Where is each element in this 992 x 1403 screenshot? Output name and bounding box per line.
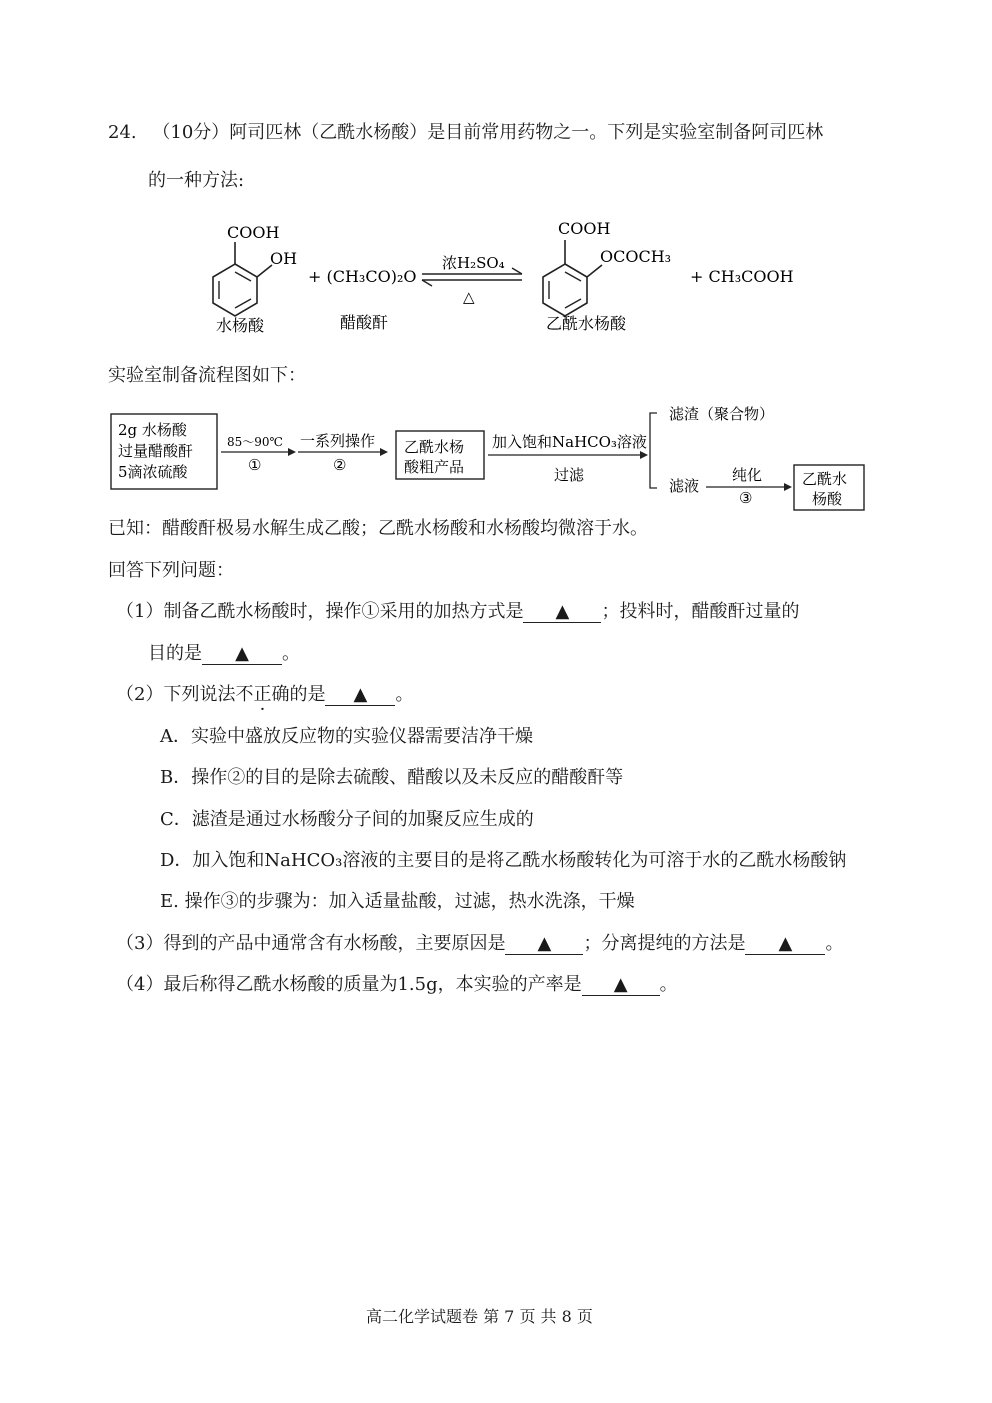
- q3-text-b: ；分离提纯的方法是: [583, 933, 746, 954]
- q2-emphasis: 不正确: [235, 684, 290, 705]
- product1-cooh: COOH: [558, 219, 611, 238]
- crude-line-1: 乙酰水杨: [404, 438, 465, 456]
- catalyst-label: 浓H₂SO₄: [442, 254, 505, 272]
- question-4-line: [116, 973, 678, 997]
- question-intro-line1: 阿司匹林（乙酰水杨酸）是目前常用药物之一。下列是实验室制备阿司匹林: [229, 122, 824, 143]
- q2-blank[interactable]: ▲: [325, 685, 395, 706]
- arrowhead-step1: [288, 448, 296, 456]
- step3-reagent: 加入饱和NaHCO₃溶液: [492, 433, 647, 451]
- step4-label: 纯化: [732, 466, 763, 484]
- question-2-line: [116, 683, 413, 707]
- q1-text-a: （1）制备乙酰水杨酸时，操作①采用的加热方式是: [116, 601, 524, 622]
- q2-option-b: B．操作②的目的是除去硫酸、醋酸以及未反应的醋酸酐等: [160, 767, 624, 788]
- reaction-equation: [190, 212, 810, 342]
- question-1-line1: [116, 600, 799, 624]
- q3-blank-reason[interactable]: ▲: [505, 934, 583, 955]
- q3-text-c: 。: [825, 933, 844, 954]
- step2-number: ②: [333, 456, 347, 474]
- salicylic-acid-structure: [213, 223, 297, 316]
- q1-text-b: ；投料时，醋酸酐过量的: [601, 601, 800, 622]
- q2-text-b: 的是: [289, 684, 326, 705]
- split-bracket: [650, 413, 657, 488]
- q4-text-b: 。: [659, 974, 678, 995]
- q3-blank-method[interactable]: ▲: [745, 934, 825, 955]
- q4-blank-yield[interactable]: ▲: [582, 975, 660, 996]
- question-1-line2: [148, 642, 300, 666]
- q1-blank-heating[interactable]: ▲: [523, 602, 601, 623]
- filtrate-label: 滤液: [669, 477, 700, 495]
- arrowhead-step2: [380, 448, 388, 456]
- q2-text-a: （2）下列说法: [116, 684, 236, 705]
- known-info: 已知：醋酸酐极易水解生成乙酸；乙酰水杨酸和水杨酸均微溶于水。: [108, 518, 648, 539]
- q2-option-c: C．滤渣是通过水杨酸分子间的加聚反应生成的: [160, 809, 534, 830]
- start-line-3: 5滴浓硫酸: [118, 463, 188, 481]
- step1-number: ①: [248, 456, 262, 474]
- question-number: 24.: [108, 122, 137, 143]
- start-line-2: 过量醋酸酐: [118, 442, 194, 460]
- crude-line-2: 酸粗产品: [404, 458, 465, 476]
- reactant1-name: 水杨酸: [216, 316, 265, 335]
- step4-number: ③: [739, 489, 753, 507]
- step1-condition: 85～90℃: [227, 435, 283, 449]
- final-line-1: 乙酰水: [802, 470, 848, 488]
- q2-option-d: D．加入饱和NaHCO₃溶液的主要目的是将乙酰水杨酸转化为可溶于水的乙酰水杨酸钠: [160, 850, 847, 871]
- reactant1-cooh: COOH: [227, 223, 280, 242]
- question-header: [108, 121, 823, 145]
- q1-text-c: 目的是: [148, 643, 202, 664]
- answer-prompt: 回答下列问题：: [108, 560, 234, 581]
- acetylsalicylic-acid-structure: [543, 219, 671, 316]
- start-line-1: 2g 水杨酸: [118, 421, 187, 439]
- page-footer: 高二化学试题卷 第 7 页 共 8 页: [366, 1307, 593, 1326]
- q2-option-e: E. 操作③的步骤为：加入适量盐酸，过滤，热水洗涤，干燥: [160, 891, 635, 912]
- reactant2-formula: + (CH₃CO)₂O: [308, 267, 417, 286]
- q2-text-c: 。: [395, 684, 414, 705]
- flow-diagram: [108, 398, 878, 514]
- q1-text-d: 。: [282, 643, 300, 664]
- product2-formula: + CH₃COOH: [690, 267, 794, 286]
- question-score: （10分）: [152, 122, 230, 143]
- q4-text-a: （4）最后称得乙酰水杨酸的质量为1.5g，本实验的产率是: [116, 974, 582, 995]
- reactant1-oh: OH: [270, 249, 298, 268]
- arrowhead-step3: [640, 451, 648, 459]
- q1-blank-purpose[interactable]: ▲: [202, 644, 282, 665]
- step3-filter: 过滤: [554, 466, 585, 484]
- arrowhead-step4: [784, 483, 792, 491]
- reactant2-name: 醋酸酐: [340, 313, 389, 332]
- product1-ococh3: OCOCH₃: [600, 247, 672, 266]
- q2-option-a: A．实验中盛放反应物的实验仪器需要洁净干燥: [160, 726, 533, 747]
- product1-name: 乙酰水杨酸: [546, 314, 627, 333]
- final-line-2: 杨酸: [812, 490, 843, 508]
- question-3-line: [116, 932, 843, 956]
- q3-text-a: （3）得到的产品中通常含有水杨酸，主要原因是: [116, 933, 506, 954]
- flow-heading: 实验室制备流程图如下：: [108, 365, 306, 386]
- residue-label: 滤渣（聚合物）: [669, 405, 775, 423]
- question-intro-line2: 的一种方法:: [148, 170, 245, 191]
- heat-symbol: △: [463, 288, 475, 306]
- step2-label: 一系列操作: [300, 432, 376, 450]
